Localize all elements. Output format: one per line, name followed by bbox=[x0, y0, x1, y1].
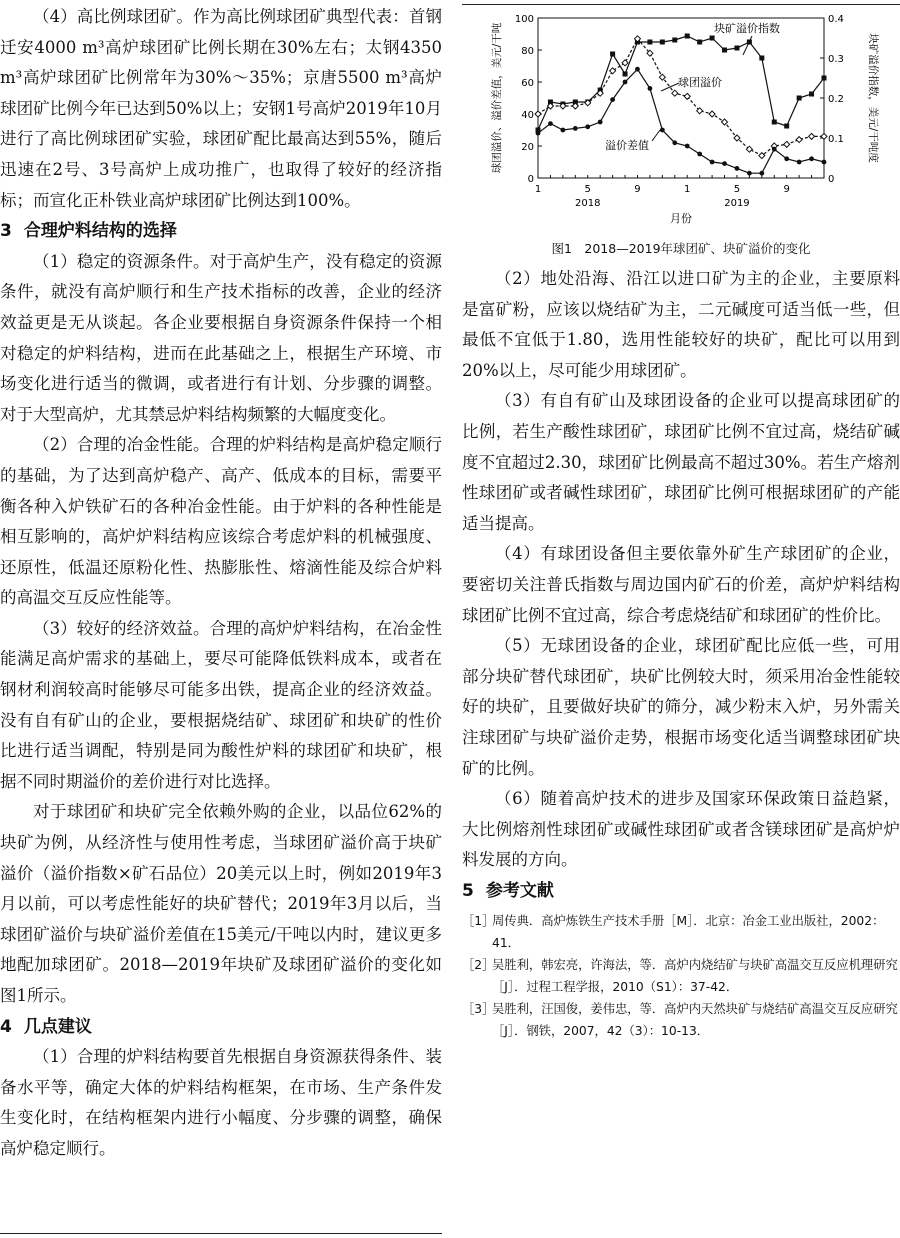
data-point-circle bbox=[635, 67, 640, 72]
x-tick-label: 1 bbox=[534, 184, 542, 195]
series-leader bbox=[743, 36, 752, 55]
data-point-square bbox=[759, 56, 764, 61]
reference-item: ［1］ 周传典．高炉炼铁生产技术手册［M］．北京：冶金工业出版社，2002：41． bbox=[462, 914, 885, 951]
x-tick-label: 1 bbox=[684, 184, 691, 195]
paragraph-resource-conditions: （1）稳定的资源条件。对于高炉生产，没有稳定的资源条件，就没有高炉顺行和生产技术指标的改善，企业的经济效益更是无从谈起。各企业要根据自身资源条件保持一个相对稳定的炉料结构，进而在此基础之上，根据生产环境、市场变化进行适当的微调，或者进行有计划、分步骤的调整。对于大型高炉，尤其禁忌炉料结构频繁的大幅度变化。 bbox=[0, 251, 442, 424]
y-tick-label: 80 bbox=[521, 46, 534, 57]
data-point-circle bbox=[722, 161, 727, 166]
data-point-square bbox=[647, 40, 652, 45]
bottom-rule-left bbox=[0, 1233, 442, 1234]
data-point-diamond bbox=[734, 135, 740, 141]
data-point-circle bbox=[784, 156, 789, 161]
data-point-square bbox=[697, 40, 702, 45]
data-point-circle bbox=[697, 152, 702, 157]
x-tick-label: 5 bbox=[733, 184, 741, 195]
data-point-diamond bbox=[659, 74, 665, 80]
right-column bbox=[462, 6, 900, 1042]
paragraph-coastal-enterprises: （2）地处沿海、沿江以进口矿为主的企业，主要原料是富矿粉，应该以烧结矿为主，二元碱度可适当低一些，但最低不宜低于1.80，选用性能较好的块矿，配比可以用到20%以上，尽可能少用球团矿。 bbox=[462, 269, 900, 380]
data-point-circle bbox=[548, 121, 553, 126]
reference-item: ［3］ 吴胜利，汪国俊，姜伟忠，等．高炉内天然块矿与烧结矿高温交互反应研究［J］．钢铁，2007，42（3）：10-13． bbox=[462, 1002, 898, 1039]
data-point-square bbox=[623, 72, 628, 77]
paragraph-recommendation-1: （1）合理的炉料结构要首先根据自身资源获得条件、装备水平等，确定大体的炉料结构框架，在市场、生产条件发生变化时，在结构框架内进行小幅度、分步骤的调整，确保高炉稳定顺行。 bbox=[0, 1047, 442, 1158]
data-point-diamond bbox=[672, 90, 678, 96]
data-point-square bbox=[822, 76, 827, 81]
data-point-circle bbox=[585, 124, 590, 129]
data-point-circle bbox=[759, 171, 764, 176]
data-point-square bbox=[685, 34, 690, 39]
x-axis-label: 月份 bbox=[670, 212, 692, 225]
data-point-diamond bbox=[796, 137, 802, 143]
series-label-lump: 块矿溢价指数 bbox=[714, 22, 780, 35]
data-point-circle bbox=[660, 128, 665, 133]
year-label: 2018 bbox=[575, 198, 601, 209]
y2-tick-label: 0 bbox=[828, 174, 835, 185]
paragraph-no-pellet-equipment: （5）无球团设备的企业，球团矿配比应低一些，可用部分块矿替代球团矿，块矿比例较大时，须采用冶金性能较好的块矿，且要做好块矿的筛分，减少粉末入炉，另外需关注球团矿与块矿溢价走势，根据市场变化适当调整球团矿块矿的比例。 bbox=[462, 636, 900, 778]
data-point-circle bbox=[648, 86, 653, 91]
data-point-square bbox=[772, 120, 777, 125]
y-tick-label: 100 bbox=[514, 14, 534, 25]
data-point-diamond bbox=[784, 141, 790, 147]
left-column bbox=[0, 2, 442, 1165]
paragraph-development-direction: （6）随着高炉技术的进步及国家环保政策日益趋紧，大比例熔剂性球团矿或碱性球团矿或者含镁球团矿是高炉炉料发展的方向。 bbox=[462, 789, 900, 870]
paragraph-external-ore: （4）有球团设备但主要依靠外矿生产球团矿的企业，要密切关注普氏指数与周边国内矿石的价差，高炉炉料结构球团矿比例不宜过高，综合考虑烧结矿和球团矿的性价比。 bbox=[462, 544, 900, 625]
data-point-circle bbox=[672, 140, 677, 145]
y-axis-label: 球团溢价、溢价差值，美元/干吨 bbox=[491, 22, 503, 174]
y2-axis-label: 块矿溢价指数，美元/干吨度 bbox=[867, 33, 879, 163]
data-point-circle bbox=[772, 147, 777, 152]
y-tick-label: 40 bbox=[521, 110, 534, 121]
paragraph-high-pellet-ratio: （4）高比例球团矿。作为高比例球团矿典型代表：首钢迁安4000 m³高炉球团矿比例长期在30%左右；太钢4350 m³高炉球团矿比例常年为30%～35%；京唐5500 m³高炉球团矿比例今年已达到50%以上；安钢1号高炉2019年10月进行了高比例球团矿实验，球团矿配比最高达到55%，随后迅速在2号、3号高炉上成功推广，也取得了较好的经济指标；而宣化正朴铁业高炉球团矿比例达到100%。 bbox=[0, 7, 442, 210]
data-point-circle bbox=[573, 126, 578, 131]
data-point-square bbox=[784, 124, 789, 129]
premium-chart bbox=[462, 6, 900, 236]
series-leader bbox=[652, 130, 660, 141]
data-point-square bbox=[610, 52, 615, 57]
y-tick-label: 20 bbox=[521, 142, 534, 153]
data-point-circle bbox=[747, 171, 752, 176]
y2-tick-label: 0.1 bbox=[828, 134, 844, 145]
data-point-square bbox=[797, 96, 802, 101]
x-tick-label: 9 bbox=[783, 184, 790, 195]
reference-item: ［2］ 吴胜利，韩宏亮，许海法，等．高炉内烧结矿与块矿高温交互反应机理研究［J］．过程工程学报，2010（S1）：37-42． bbox=[462, 958, 898, 995]
series-line bbox=[538, 39, 824, 156]
section-5-heading: 5 参考文献 bbox=[462, 880, 554, 901]
data-point-circle bbox=[822, 160, 827, 165]
x-tick-label: 9 bbox=[634, 184, 641, 195]
data-point-circle bbox=[598, 120, 603, 125]
data-point-circle bbox=[560, 128, 565, 133]
section-3-heading: 3 合理炉料结构的选择 bbox=[0, 221, 177, 242]
data-point-circle bbox=[735, 166, 740, 171]
data-point-diamond bbox=[809, 133, 815, 139]
series-label-diff: 溢价差值 bbox=[605, 139, 649, 152]
data-point-diamond bbox=[622, 60, 628, 66]
data-point-circle bbox=[685, 144, 690, 149]
figure-caption: 图1 2018—2019年球团矿、块矿溢价的变化 bbox=[551, 241, 811, 256]
year-label: 2019 bbox=[724, 198, 750, 209]
paragraph-pellet-vs-lump: 对于球团矿和块矿完全依赖外购的企业，以品位62%的块矿为例，从经济性与使用性考虑，当球团矿溢价高于块矿溢价（溢价指数×矿石品位）20美元以上时，例如2019年3月以前，可以考虑性能好的块矿替代；2019年3月以后，当球团矿溢价与块矿溢价差值在15美元/干吨以内时，建议更多地配加球团矿。2018—2019年块矿及球团矿溢价的变化如图1所示。 bbox=[0, 802, 442, 1005]
data-point-circle bbox=[623, 80, 628, 85]
data-point-circle bbox=[710, 160, 715, 165]
data-point-square bbox=[710, 36, 715, 41]
data-point-diamond bbox=[722, 119, 728, 125]
y2-tick-label: 0.2 bbox=[828, 94, 844, 105]
data-point-diamond bbox=[535, 111, 541, 117]
series-leader bbox=[661, 83, 679, 91]
data-point-square bbox=[809, 92, 814, 97]
data-point-square bbox=[660, 40, 665, 45]
data-point-diamond bbox=[610, 68, 616, 74]
y2-tick-label: 0.3 bbox=[828, 54, 844, 65]
reference-list bbox=[462, 910, 900, 1042]
top-rule-right bbox=[462, 4, 900, 5]
data-point-square bbox=[734, 46, 739, 51]
data-point-square bbox=[722, 48, 727, 53]
y2-tick-label: 0.4 bbox=[828, 14, 844, 25]
paragraph-own-mine: （3）有自有矿山及球团设备的企业可以提高球团矿的比例，若生产酸性球团矿，球团矿比例不宜过高，烧结矿碱度不宜超过2.30，球团矿比例最高不超过30%。若生产熔剂性球团矿或者碱性球团矿，球团矿比例可根据球团矿的产能适当提高。 bbox=[462, 391, 900, 533]
y-tick-label: 60 bbox=[521, 78, 534, 89]
x-tick-label: 5 bbox=[584, 184, 591, 195]
data-point-circle bbox=[536, 131, 541, 136]
figure-1 bbox=[462, 6, 900, 264]
paragraph-metallurgical-properties: （2）合理的冶金性能。合理的炉料结构是高炉稳定顺行的基础，为了达到高炉稳产、高产、低成本的目标，需要平衡各种入炉铁矿石的各种冶金性能。由于炉料的各种性能是相互影响的，高炉炉料结构应该综合考虑炉料的机械强度、还原性，低温还原粉化性、热膨胀性、熔滴性能及综合炉料的高温交互反应性能等。 bbox=[0, 435, 442, 608]
data-point-circle bbox=[610, 97, 615, 102]
paragraph-economic-benefit: （3）较好的经济效益。合理的高炉炉料结构，在冶金性能满足高炉需求的基础上，要尽可能降低铁料成本，或者在钢材利润较高时能够尽可能多出铁，提高企业的经济效益。没有自有矿山的企业，要根据烧结矿、球团矿和块矿的性价比进行适当调配，特别是同为酸性炉料的球团矿和块矿，根据不同时期溢价的差价进行对比选择。 bbox=[0, 618, 442, 791]
data-point-circle bbox=[809, 156, 814, 161]
series-label-pellet: 球团溢价 bbox=[678, 76, 722, 89]
data-point-circle bbox=[797, 160, 802, 165]
data-point-diamond bbox=[709, 111, 715, 117]
y-tick-label: 0 bbox=[527, 174, 534, 185]
data-point-square bbox=[672, 38, 677, 43]
section-4-heading: 4 几点建议 bbox=[0, 1016, 92, 1037]
